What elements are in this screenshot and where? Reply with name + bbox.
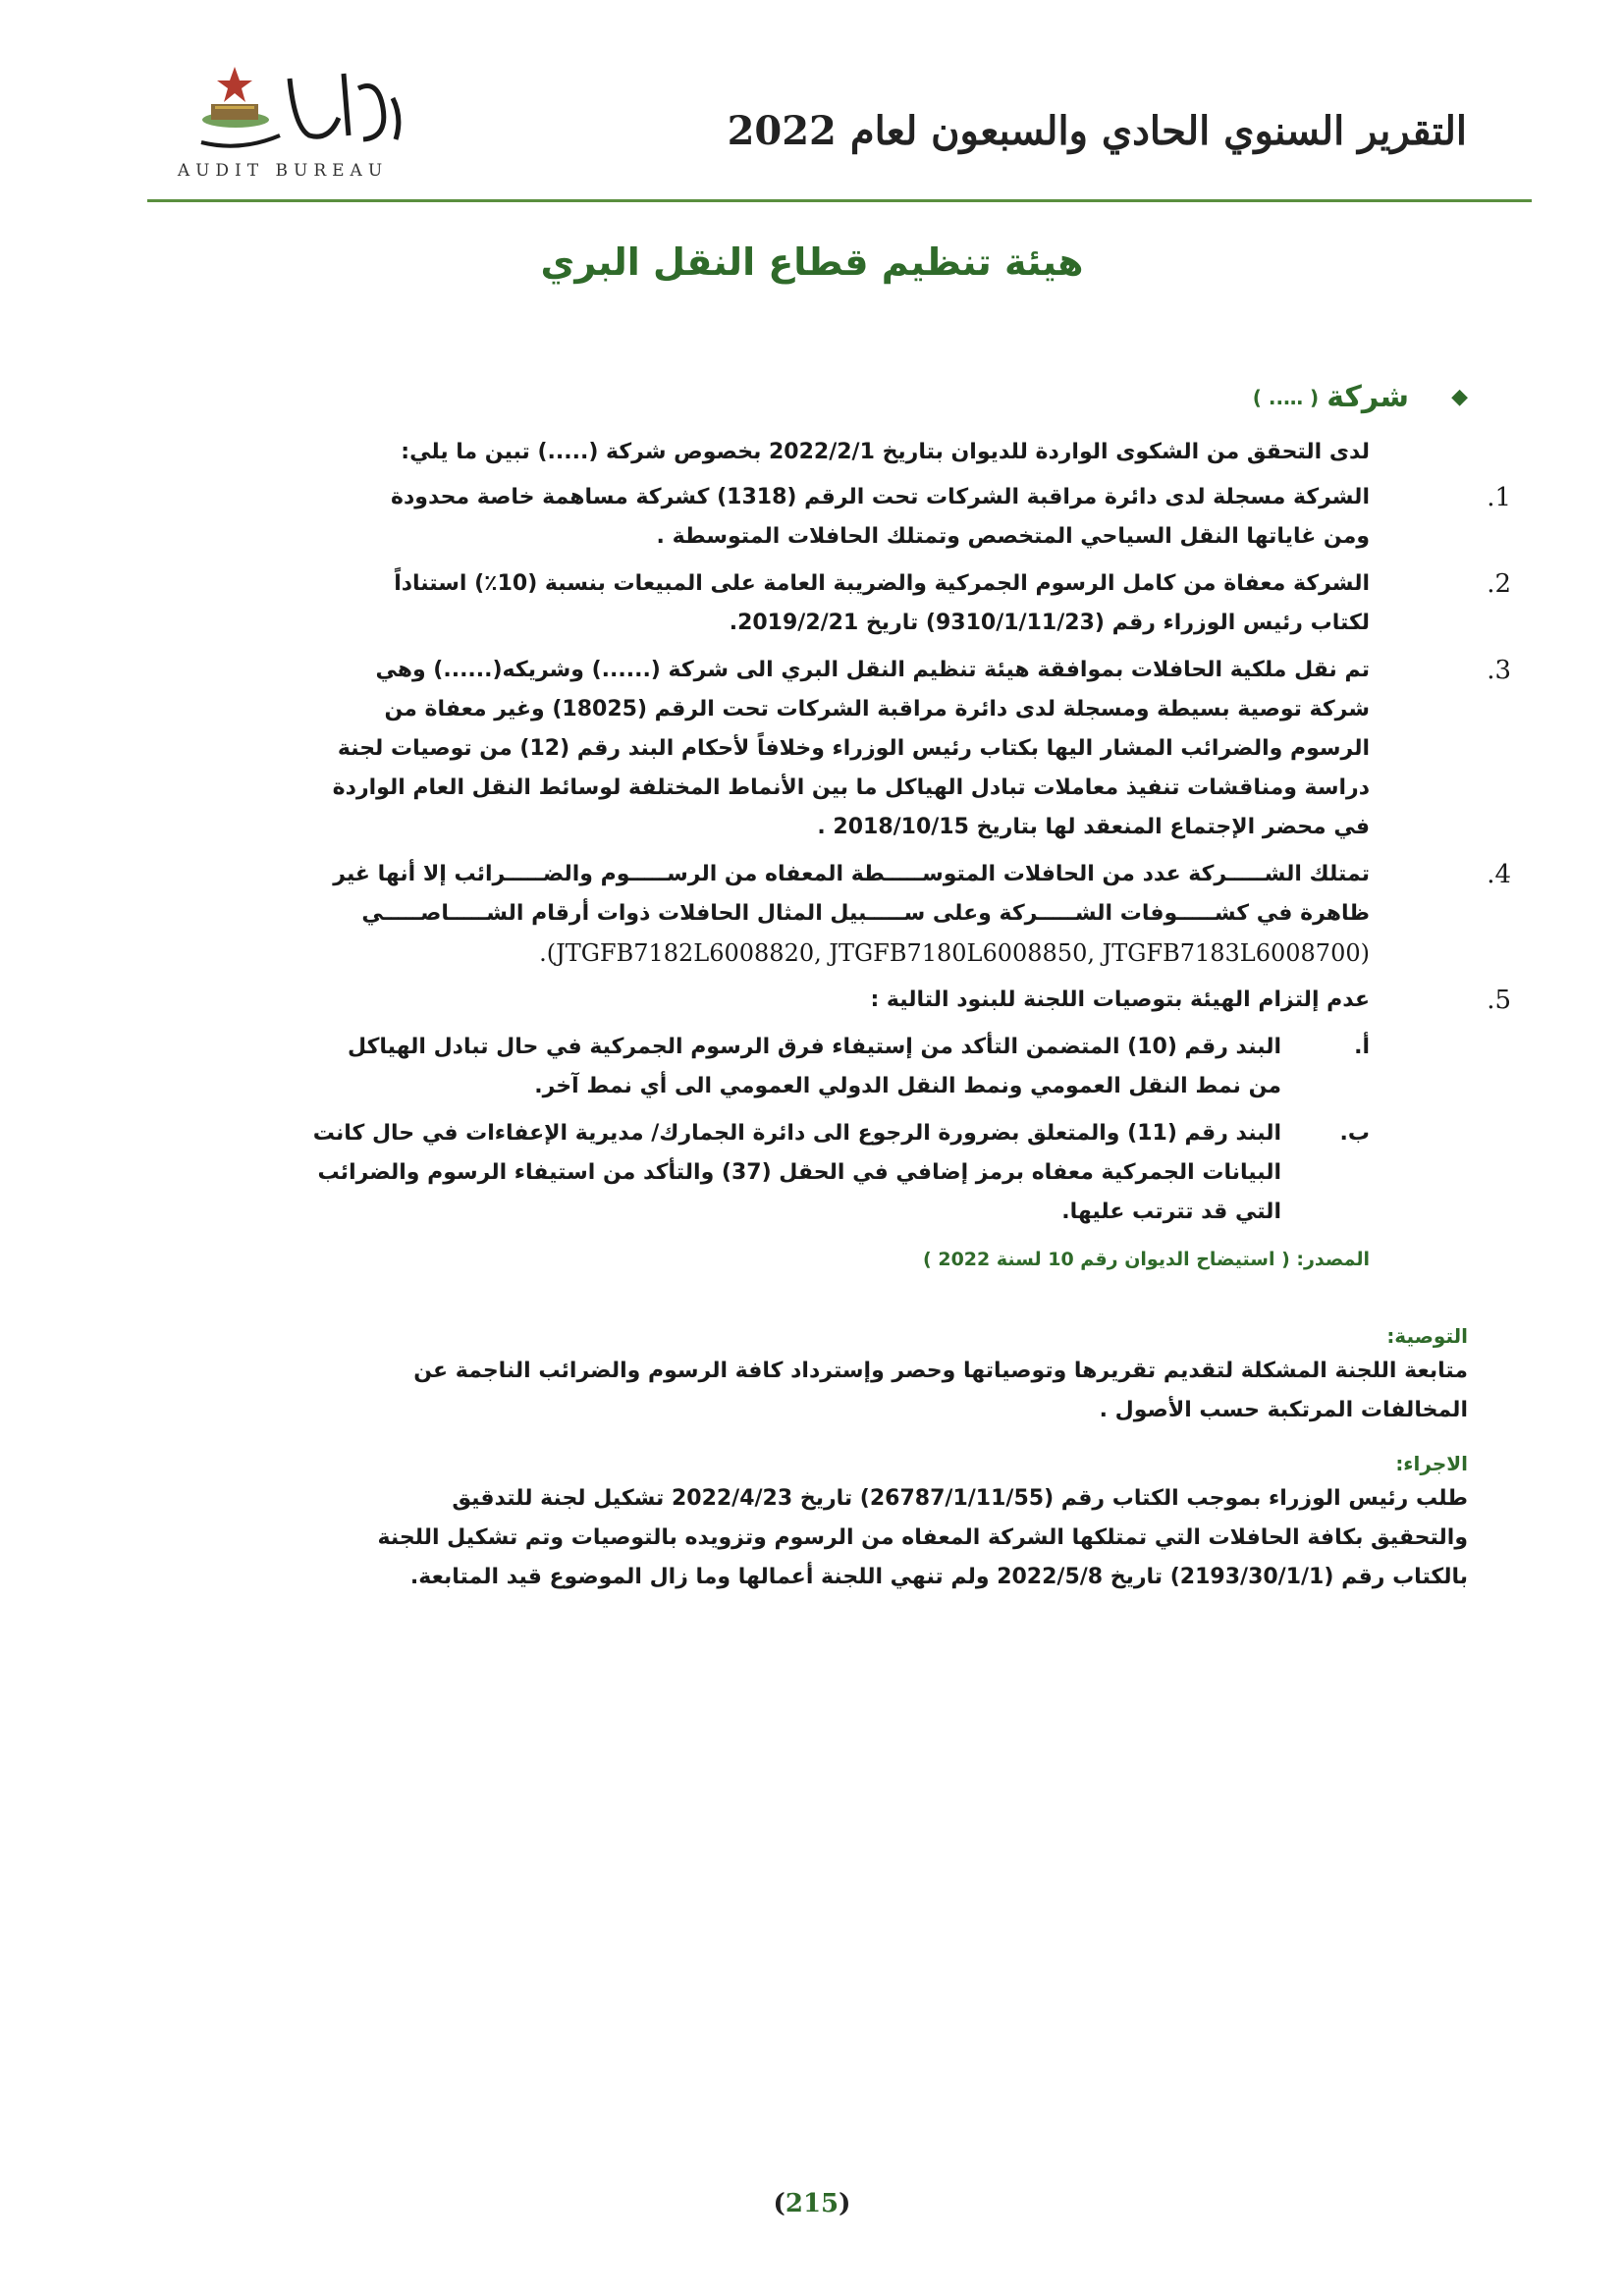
item-number: 4. [1487,860,1511,889]
item-number: 1. [1487,483,1511,512]
page-header [0,0,1624,206]
text-line: طلب رئيس الوزراء بموجب الكتاب رقم (26787/1/11/55) تاريخ 2022/4/23 تشكيل لجنة للتدقيق [452,1486,1468,1511]
header-divider [147,199,1532,202]
sub-list-item [177,1028,1370,1106]
document-body [177,378,1511,1597]
action-text [177,1479,1468,1597]
text-line: ظاهرة في كشـــــوفات الشـــــركة وعلى ســـــبيل المثال الحافلات ذوات أرقام الشـــــاصـــــي [361,901,1370,926]
sub-item-text [177,1114,1281,1232]
findings-list [177,478,1511,1020]
audit-bureau-logo [142,59,417,187]
page-number: 215 [785,2189,839,2218]
text-line: من نمط النقل العمومي ونمط النقل الدولي العمومي الى أي نمط آخر. [534,1074,1281,1098]
logo-subtitle: AUDIT BUREAU [177,161,389,181]
sub-list-item [177,1114,1370,1232]
text-line: البند رقم (11) والمتعلق بضرورة الرجوع الى دائرة الجمارك/ مديرية الإعفاءات في حال كانت [312,1121,1281,1146]
logo-emblem-icon [142,59,417,157]
text-line: الرسوم والضرائب المشار اليها بكتاب رئيس الوزراء وخلافاً لأحكام البند رقم (12) من توصيات لجنة [337,736,1370,761]
list-item [177,564,1511,643]
text-line: لكتاب رئيس الوزراء رقم (9310/1/11/23) تاريخ 2019/2/21. [729,611,1370,635]
action-label: الاجراء: [1395,1452,1468,1475]
text-line: تمتلك الشـــــركة عدد من الحافلات المتوســـــطة المعفاه من الرســـــوم والضـــــرائب إلا أنها غير [333,862,1370,886]
page-footer [0,2189,1624,2218]
text-line: البند رقم (10) المتضمن التأكد من إستيفاء فرق الرسوم الجمركية في حال تبادل الهياكل [347,1035,1281,1059]
page-number-close-paren: ) [839,2189,851,2218]
intro-paragraph: لدى التحقق من الشكوى الواردة للديوان بتاريخ 2022/2/1 بخصوص شركة (.....) تبين ما يلي: [401,440,1370,464]
list-item [177,651,1511,847]
text-line: عدم إلتزام الهيئة بتوصيات اللجنة للبنود التالية : [870,988,1370,1012]
list-item [177,981,1511,1020]
item-number: 5. [1487,986,1511,1015]
recommendation-text [177,1352,1468,1430]
text-line: والتحقيق بكافة الحافلات التي تمتلكها الشركة المعفاه من الرسوم وتزويده بالتوصيات وتم تشكيل اللجنة [377,1525,1468,1550]
sub-item-letter: أ. [1354,1035,1370,1059]
item-text [177,478,1370,557]
text-line: شركة توصية بسيطة ومسجلة لدى دائرة مراقبة الشركات تحت الرقم (18025) وغير معفاة من [384,697,1370,721]
item-text [177,651,1370,847]
section-title: هيئة تنظيم قطاع النقل البري [540,240,1084,284]
text-line: دراسة ومناقشات تنفيذ معاملات تبادل الهياكل ما بين الأنماط المختلفة لوسائط النقل العام الواردة [332,775,1370,800]
text-line: الشركة معفاة من كامل الرسوم الجمركية والضريبة العامة على المبيعات بنسبة (10٪) استناداً [394,571,1370,596]
report-title: التقرير السنوي الحادي والسبعون لعام 2022 [727,108,1467,154]
company-name: شركة [1326,380,1409,414]
text-line: بالكتاب رقم (2193/30/1/1) تاريخ 2022/5/8 ولم تنهي اللجنة أعمالها وما زال الموضوع قيد المتابعة. [409,1565,1468,1589]
diamond-bullet-icon: ◆ [1451,385,1468,409]
company-placeholder: ( ….. ) [1252,386,1320,409]
text-line: البيانات الجمركية معفاه برمز إضافي في الحقل (37) والتأكد من استيفاء الرسوم والضرائب [317,1160,1281,1185]
list-item [177,478,1511,557]
page-number-open-paren: ( [773,2189,785,2218]
text-line: ومن غاياتها النقل السياحي المتخصص وتمتلك الحافلات المتوسطة . [656,524,1370,549]
sub-list [177,1028,1468,1232]
item-text [177,564,1370,643]
text-line: في محضر الإجتماع المنعقد لها بتاريخ 2018/10/15 . [817,815,1370,839]
item-text [177,981,1370,1020]
item-text [177,855,1370,973]
source-note: المصدر: ( استيضاح الديوان رقم 10 لسنة 2022 ) [923,1249,1370,1270]
text-line: التي قد تترتب عليها. [1061,1200,1281,1224]
list-item [177,855,1511,973]
text-line: الشركة مسجلة لدى دائرة مراقبة الشركات تحت الرقم (1318) كشركة مساهمة خاصة محدودة [391,485,1370,509]
text-line: المخالفات المرتكبة حسب الأصول . [1099,1398,1468,1422]
text-line: (JTGFB7182L6008820, JTGFB7180L6008850, JTGFB7183L6008700). [539,939,1370,967]
text-line: تم نقل ملكية الحافلات بموافقة هيئة تنظيم النقل البري الى شركة (......) وشريكه(......) وهي [375,658,1370,682]
text-line: متابعة اللجنة المشكلة لتقديم تقريرها وتوصياتها وحصر وإسترداد كافة الرسوم والضرائب الناجمة عن [413,1359,1468,1383]
item-number: 3. [1487,656,1511,685]
sub-item-letter: ب. [1339,1121,1370,1146]
company-heading [177,378,1468,417]
sub-item-text [177,1028,1281,1106]
recommendation-label: التوصية: [1386,1324,1468,1348]
item-number: 2. [1487,569,1511,599]
